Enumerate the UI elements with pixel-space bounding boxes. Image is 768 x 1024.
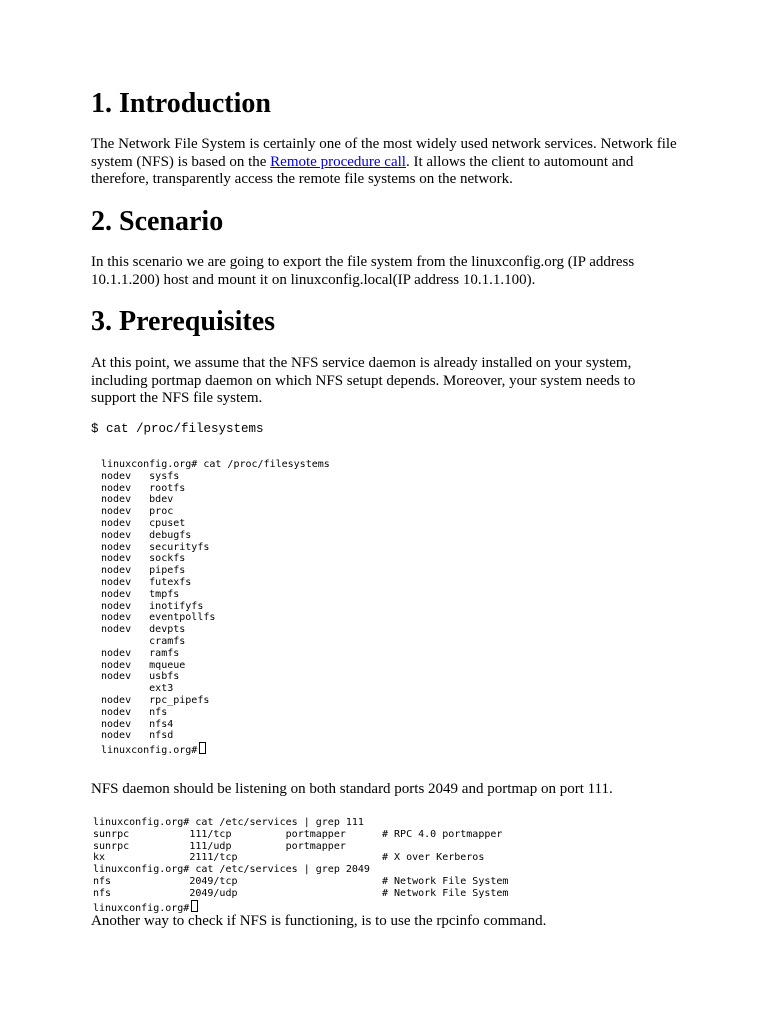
terminal-line: ext3: [101, 683, 174, 695]
terminal-prompt: linuxconfig.org#: [101, 745, 198, 757]
intro-paragraph: [91, 136, 681, 189]
terminal-line: nodev rootfs: [101, 482, 186, 494]
terminal-line: sunrpc 111/udp portmapper: [93, 840, 346, 852]
terminal-line: nodev pipefs: [101, 565, 186, 577]
terminal-line: nodev bdev: [101, 494, 174, 506]
terminal-line: nodev proc: [101, 506, 174, 518]
intro-text-pre: The Network File System is certainly one of the most widely used network services. Network file system (NFS) is based on the: [91, 136, 677, 170]
terminal-line: nodev devpts: [101, 624, 186, 636]
terminal-prompt-line: [101, 742, 330, 757]
terminal-line: sunrpc 111/tcp portmapper # RPC 4.0 portmapper: [93, 828, 503, 840]
prerequisites-paragraph: At this point, we assume that the NFS service daemon is already installed on your system, including portmap daemon on which NFS setupt depends. Moreover, your system needs to support the NFS file system.: [91, 355, 636, 406]
terminal-line: linuxconfig.org# cat /etc/services | grep 2049: [93, 864, 370, 876]
terminal-line: nodev debugfs: [101, 529, 192, 541]
terminal-line: nodev securityfs: [101, 541, 210, 553]
heading-introduction: 1. Introduction: [91, 88, 271, 119]
intro-text-post: . It allows the client to automount and therefore, transparently access the remote file systems on the network.: [91, 153, 634, 187]
terminal-line: nodev nfs4: [101, 718, 174, 730]
rpcinfo-paragraph: Another way to check if NFS is functioning, is to use the rpcinfo command.: [91, 913, 547, 929]
terminal-line: nodev tmpfs: [101, 588, 180, 600]
scenario-paragraph: In this scenario we are going to export the file system from the linuxconfig.org (IP address 10.1.1.200) host and mount it on linuxconfig.local(IP address 10.1.1.100).: [91, 254, 635, 288]
nfs-ports-paragraph: NFS daemon should be listening on both standard ports 2049 and portmap on port 111.: [91, 781, 613, 797]
terminal-line: nodev sysfs: [101, 470, 180, 482]
terminal-line: nodev inotifyfs: [101, 600, 204, 612]
terminal-line: nodev rpc_pipefs: [101, 694, 210, 706]
terminal-line: nodev usbfs: [101, 671, 180, 683]
terminal-cursor-icon: [191, 900, 198, 912]
terminal-line: nodev eventpollfs: [101, 612, 216, 624]
terminal-cursor-icon: [199, 742, 206, 754]
terminal-prompt: linuxconfig.org#: [93, 902, 190, 914]
terminal-services-output: [93, 817, 509, 914]
heading-prerequisites: 3. Prerequisites: [91, 306, 276, 337]
remote-procedure-call-link[interactable]: Remote procedure call: [270, 153, 406, 170]
terminal-line: nodev sockfs: [101, 553, 186, 565]
terminal-prompt-line: [93, 900, 508, 912]
terminal-line: nfs 2049/tcp # Network File System: [93, 875, 509, 887]
terminal-line: nodev ramfs: [101, 647, 180, 659]
terminal-line: nodev mqueue: [101, 659, 186, 671]
terminal-line: linuxconfig.org# cat /proc/filesystems: [101, 459, 330, 470]
terminal-line: nodev cpuset: [101, 517, 186, 529]
terminal-line: nodev futexfs: [101, 576, 192, 588]
terminal-line: linuxconfig.org# cat /etc/services | grep 111: [93, 817, 364, 828]
terminal-line: nfs 2049/udp # Network File System: [93, 887, 509, 899]
terminal-line: cramfs: [101, 635, 186, 647]
terminal-filesystems-output: [101, 459, 330, 757]
cat-filesystems-command: $ cat /proc/filesystems: [91, 422, 264, 436]
terminal-line: nodev nfs: [101, 706, 168, 718]
terminal-line: nodev nfsd: [101, 730, 174, 742]
heading-scenario: 2. Scenario: [91, 206, 224, 237]
terminal-line: kx 2111/tcp # X over Kerberos: [93, 852, 485, 864]
